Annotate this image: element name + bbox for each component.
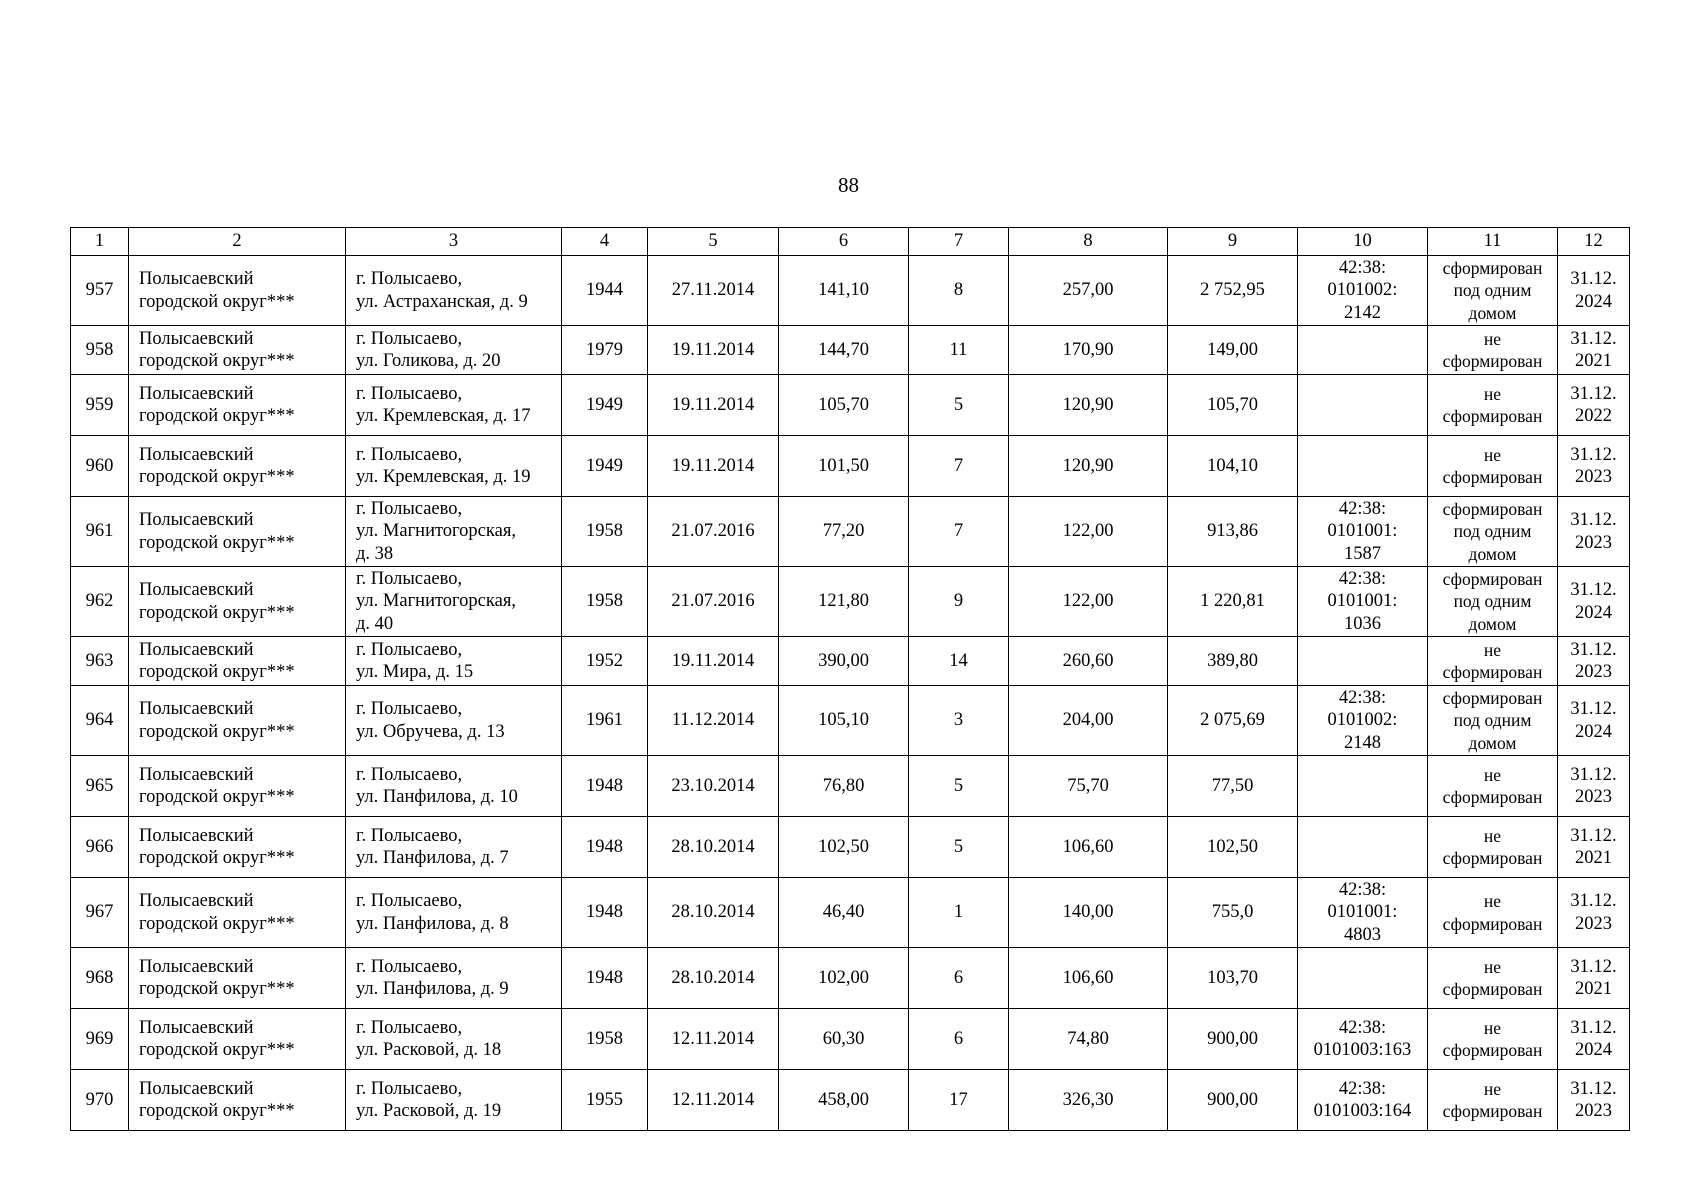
- column-header: 10: [1298, 228, 1428, 256]
- municipality-cell: Полысаевский городской округ***: [129, 756, 346, 817]
- land-status-cell: не сформирован: [1428, 878, 1558, 948]
- table-row: [71, 256, 1630, 326]
- cadastral-number-cell: 42:38: 0101001: 1036: [1298, 567, 1428, 637]
- deadline-cell: 31.12. 2024: [1558, 1009, 1630, 1070]
- cadastral-number-cell: 42:38: 0101002: 2142: [1298, 256, 1428, 326]
- date-cell: 19.11.2014: [648, 326, 779, 375]
- residents-cell: 14: [909, 637, 1009, 686]
- deadline-cell: 31.12. 2023: [1558, 637, 1630, 686]
- row-number: 967: [71, 878, 129, 948]
- column-header: 9: [1168, 228, 1298, 256]
- date-cell: 28.10.2014: [648, 878, 779, 948]
- land-status-cell: сформирован под одним домом: [1428, 256, 1558, 326]
- area-cell: 76,80: [779, 756, 909, 817]
- year-cell: 1949: [562, 436, 648, 497]
- cadastral-number-cell: [1298, 948, 1428, 1009]
- deadline-cell: 31.12. 2023: [1558, 497, 1630, 567]
- column-9-cell: 1 220,81: [1168, 567, 1298, 637]
- cadastral-number-cell: [1298, 326, 1428, 375]
- year-cell: 1948: [562, 948, 648, 1009]
- column-header: 4: [562, 228, 648, 256]
- municipality-cell: Полысаевский городской округ***: [129, 686, 346, 756]
- area-cell: 102,00: [779, 948, 909, 1009]
- municipality-cell: Полысаевский городской округ***: [129, 375, 346, 436]
- date-cell: 11.12.2014: [648, 686, 779, 756]
- deadline-cell: 31.12. 2023: [1558, 1070, 1630, 1131]
- residents-cell: 11: [909, 326, 1009, 375]
- column-header: 6: [779, 228, 909, 256]
- deadline-cell: 31.12. 2024: [1558, 256, 1630, 326]
- column-header: 7: [909, 228, 1009, 256]
- year-cell: 1948: [562, 817, 648, 878]
- area-cell: 77,20: [779, 497, 909, 567]
- land-status-cell: сформирован под одним домом: [1428, 567, 1558, 637]
- deadline-cell: 31.12. 2023: [1558, 756, 1630, 817]
- area-cell: 60,30: [779, 1009, 909, 1070]
- column-9-cell: 149,00: [1168, 326, 1298, 375]
- column-9-cell: 104,10: [1168, 436, 1298, 497]
- column-header: 1: [71, 228, 129, 256]
- table-row: [71, 686, 1630, 756]
- address-cell: г. Полысаево, ул. Расковой, д. 19: [346, 1070, 562, 1131]
- row-number: 970: [71, 1070, 129, 1131]
- column-9-cell: 900,00: [1168, 1009, 1298, 1070]
- land-status-cell: сформирован под одним домом: [1428, 497, 1558, 567]
- table-row: [71, 436, 1630, 497]
- column-9-cell: 102,50: [1168, 817, 1298, 878]
- residents-cell: 3: [909, 686, 1009, 756]
- year-cell: 1958: [562, 497, 648, 567]
- address-cell: г. Полысаево, ул. Кремлевская, д. 17: [346, 375, 562, 436]
- deadline-cell: 31.12. 2021: [1558, 326, 1630, 375]
- column-8-cell: 170,90: [1009, 326, 1168, 375]
- deadline-cell: 31.12. 2021: [1558, 817, 1630, 878]
- cadastral-number-cell: [1298, 375, 1428, 436]
- column-8-cell: 257,00: [1009, 256, 1168, 326]
- table-row: [71, 756, 1630, 817]
- address-cell: г. Полысаево, ул. Кремлевская, д. 19: [346, 436, 562, 497]
- deadline-cell: 31.12. 2023: [1558, 878, 1630, 948]
- column-8-cell: 106,60: [1009, 817, 1168, 878]
- area-cell: 141,10: [779, 256, 909, 326]
- cadastral-number-cell: 42:38: 0101001: 1587: [1298, 497, 1428, 567]
- area-cell: 105,70: [779, 375, 909, 436]
- deadline-cell: 31.12. 2021: [1558, 948, 1630, 1009]
- residents-cell: 8: [909, 256, 1009, 326]
- table-row: [71, 637, 1630, 686]
- column-9-cell: 900,00: [1168, 1070, 1298, 1131]
- column-8-cell: 260,60: [1009, 637, 1168, 686]
- address-cell: г. Полысаево, ул. Обручева, д. 13: [346, 686, 562, 756]
- column-header: 11: [1428, 228, 1558, 256]
- year-cell: 1948: [562, 756, 648, 817]
- column-8-cell: 74,80: [1009, 1009, 1168, 1070]
- column-8-cell: 120,90: [1009, 375, 1168, 436]
- deadline-cell: 31.12. 2023: [1558, 436, 1630, 497]
- deadline-cell: 31.12. 2022: [1558, 375, 1630, 436]
- row-number: 961: [71, 497, 129, 567]
- municipality-cell: Полысаевский городской округ***: [129, 1009, 346, 1070]
- year-cell: 1948: [562, 878, 648, 948]
- municipality-cell: Полысаевский городской округ***: [129, 256, 346, 326]
- cadastral-number-cell: [1298, 637, 1428, 686]
- row-number: 960: [71, 436, 129, 497]
- area-cell: 105,10: [779, 686, 909, 756]
- residents-cell: 7: [909, 436, 1009, 497]
- row-number: 958: [71, 326, 129, 375]
- land-status-cell: не сформирован: [1428, 1009, 1558, 1070]
- column-9-cell: 103,70: [1168, 948, 1298, 1009]
- table-row: [71, 817, 1630, 878]
- year-cell: 1979: [562, 326, 648, 375]
- row-number: 965: [71, 756, 129, 817]
- municipality-cell: Полысаевский городской округ***: [129, 637, 346, 686]
- column-header: 3: [346, 228, 562, 256]
- column-9-cell: 913,86: [1168, 497, 1298, 567]
- deadline-cell: 31.12. 2024: [1558, 686, 1630, 756]
- year-cell: 1944: [562, 256, 648, 326]
- table-row: [71, 497, 1630, 567]
- address-cell: г. Полысаево, ул. Панфилова, д. 7: [346, 817, 562, 878]
- year-cell: 1949: [562, 375, 648, 436]
- year-cell: 1961: [562, 686, 648, 756]
- table-row: [71, 375, 1630, 436]
- row-number: 963: [71, 637, 129, 686]
- column-9-cell: 77,50: [1168, 756, 1298, 817]
- date-cell: 19.11.2014: [648, 436, 779, 497]
- column-8-cell: 120,90: [1009, 436, 1168, 497]
- municipality-cell: Полысаевский городской округ***: [129, 326, 346, 375]
- deadline-cell: 31.12. 2024: [1558, 567, 1630, 637]
- address-cell: г. Полысаево, ул. Магнитогорская, д. 38: [346, 497, 562, 567]
- year-cell: 1952: [562, 637, 648, 686]
- address-cell: г. Полысаево, ул. Расковой, д. 18: [346, 1009, 562, 1070]
- year-cell: 1958: [562, 567, 648, 637]
- municipality-cell: Полысаевский городской округ***: [129, 497, 346, 567]
- column-9-cell: 389,80: [1168, 637, 1298, 686]
- land-status-cell: не сформирован: [1428, 817, 1558, 878]
- table-row: [71, 878, 1630, 948]
- area-cell: 102,50: [779, 817, 909, 878]
- column-8-cell: 326,30: [1009, 1070, 1168, 1131]
- cadastral-number-cell: 42:38: 0101002: 2148: [1298, 686, 1428, 756]
- address-cell: г. Полысаево, ул. Мира, д. 15: [346, 637, 562, 686]
- column-8-cell: 122,00: [1009, 497, 1168, 567]
- column-9-cell: 105,70: [1168, 375, 1298, 436]
- cadastral-number-cell: [1298, 756, 1428, 817]
- date-cell: 21.07.2016: [648, 497, 779, 567]
- date-cell: 23.10.2014: [648, 756, 779, 817]
- column-8-cell: 75,70: [1009, 756, 1168, 817]
- column-9-cell: 755,0: [1168, 878, 1298, 948]
- row-number: 964: [71, 686, 129, 756]
- address-cell: г. Полысаево, ул. Магнитогорская, д. 40: [346, 567, 562, 637]
- row-number: 966: [71, 817, 129, 878]
- table-row: [71, 567, 1630, 637]
- year-cell: 1958: [562, 1009, 648, 1070]
- column-9-cell: 2 075,69: [1168, 686, 1298, 756]
- area-cell: 458,00: [779, 1070, 909, 1131]
- municipality-cell: Полысаевский городской округ***: [129, 1070, 346, 1131]
- area-cell: 144,70: [779, 326, 909, 375]
- municipality-cell: Полысаевский городской округ***: [129, 878, 346, 948]
- area-cell: 46,40: [779, 878, 909, 948]
- land-status-cell: сформирован под одним домом: [1428, 686, 1558, 756]
- table-row: [71, 1070, 1630, 1131]
- row-number: 968: [71, 948, 129, 1009]
- address-cell: г. Полысаево, ул. Панфилова, д. 9: [346, 948, 562, 1009]
- municipality-cell: Полысаевский городской округ***: [129, 567, 346, 637]
- land-status-cell: не сформирован: [1428, 756, 1558, 817]
- cadastral-number-cell: 42:38: 0101001: 4803: [1298, 878, 1428, 948]
- column-header: 2: [129, 228, 346, 256]
- residents-cell: 17: [909, 1070, 1009, 1131]
- row-number: 969: [71, 1009, 129, 1070]
- residents-cell: 6: [909, 948, 1009, 1009]
- row-number: 959: [71, 375, 129, 436]
- page-number: 88: [838, 173, 859, 197]
- land-status-cell: не сформирован: [1428, 637, 1558, 686]
- column-9-cell: 2 752,95: [1168, 256, 1298, 326]
- area-cell: 101,50: [779, 436, 909, 497]
- column-8-cell: 122,00: [1009, 567, 1168, 637]
- date-cell: 12.11.2014: [648, 1009, 779, 1070]
- land-status-cell: не сформирован: [1428, 375, 1558, 436]
- date-cell: 19.11.2014: [648, 375, 779, 436]
- cadastral-number-cell: 42:38: 0101003:164: [1298, 1070, 1428, 1131]
- municipality-cell: Полысаевский городской округ***: [129, 436, 346, 497]
- date-cell: 19.11.2014: [648, 637, 779, 686]
- row-number: 957: [71, 256, 129, 326]
- residents-cell: 5: [909, 375, 1009, 436]
- land-status-cell: не сформирован: [1428, 948, 1558, 1009]
- residents-cell: 5: [909, 817, 1009, 878]
- residents-cell: 1: [909, 878, 1009, 948]
- column-header: 12: [1558, 228, 1630, 256]
- table-row: [71, 326, 1630, 375]
- year-cell: 1955: [562, 1070, 648, 1131]
- table-row: [71, 948, 1630, 1009]
- address-cell: г. Полысаево, ул. Голикова, д. 20: [346, 326, 562, 375]
- residents-cell: 7: [909, 497, 1009, 567]
- column-header: 8: [1009, 228, 1168, 256]
- date-cell: 21.07.2016: [648, 567, 779, 637]
- table-body: [71, 256, 1630, 1131]
- row-number: 962: [71, 567, 129, 637]
- date-cell: 27.11.2014: [648, 256, 779, 326]
- address-cell: г. Полысаево, ул. Панфилова, д. 8: [346, 878, 562, 948]
- column-header: 5: [648, 228, 779, 256]
- table-row: [71, 1009, 1630, 1070]
- land-status-cell: не сформирован: [1428, 326, 1558, 375]
- municipality-cell: Полысаевский городской округ***: [129, 948, 346, 1009]
- cadastral-number-cell: 42:38: 0101003:163: [1298, 1009, 1428, 1070]
- municipality-cell: Полысаевский городской округ***: [129, 817, 346, 878]
- residents-cell: 9: [909, 567, 1009, 637]
- date-cell: 28.10.2014: [648, 817, 779, 878]
- cadastral-number-cell: [1298, 436, 1428, 497]
- address-cell: г. Полысаево, ул. Астраханская, д. 9: [346, 256, 562, 326]
- area-cell: 121,80: [779, 567, 909, 637]
- residents-cell: 5: [909, 756, 1009, 817]
- date-cell: 28.10.2014: [648, 948, 779, 1009]
- cadastral-number-cell: [1298, 817, 1428, 878]
- date-cell: 12.11.2014: [648, 1070, 779, 1131]
- residents-cell: 6: [909, 1009, 1009, 1070]
- column-8-cell: 204,00: [1009, 686, 1168, 756]
- area-cell: 390,00: [779, 637, 909, 686]
- column-8-cell: 140,00: [1009, 878, 1168, 948]
- column-8-cell: 106,60: [1009, 948, 1168, 1009]
- land-status-cell: не сформирован: [1428, 436, 1558, 497]
- column-number-row: [71, 228, 1630, 256]
- land-status-cell: не сформирован: [1428, 1070, 1558, 1131]
- address-cell: г. Полысаево, ул. Панфилова, д. 10: [346, 756, 562, 817]
- housing-registry-table: [70, 227, 1630, 1131]
